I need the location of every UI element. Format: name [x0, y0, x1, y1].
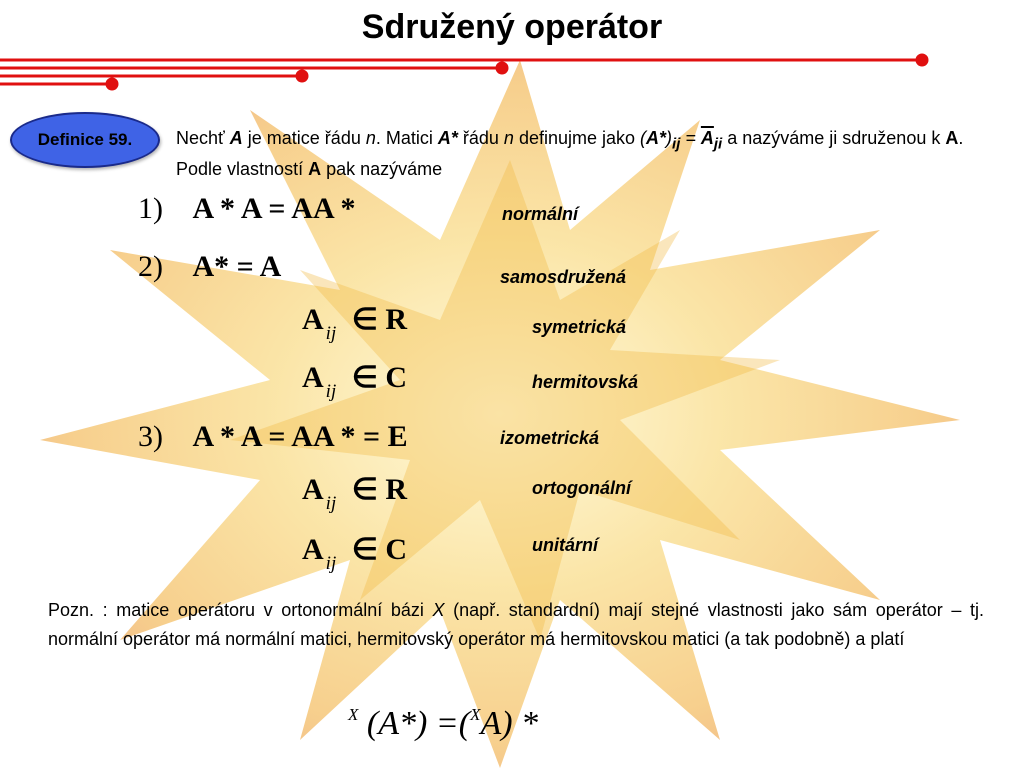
definition-text — [176, 126, 996, 182]
final-formula-superscript: X — [470, 705, 481, 724]
def-text: je matice řádu — [242, 128, 366, 148]
formula-subscript: ij — [325, 323, 337, 344]
def-symbol: n — [503, 128, 514, 148]
formula-relation: ∈ C — [351, 533, 408, 566]
formula-base: A — [302, 473, 324, 506]
formula-relation: ∈ R — [351, 303, 408, 336]
label-orthogonal: ortogonální — [532, 478, 631, 498]
formula-normal — [138, 192, 355, 226]
def-symbol-conjugate: $\overline{A}$ — [700, 128, 714, 148]
formula-isometric — [138, 420, 408, 454]
formula-base: A — [302, 303, 324, 336]
formula-expression: A * A = AA * = E — [192, 420, 408, 453]
label-isometric: izometrická — [500, 428, 600, 448]
def-text: pak nazýváme — [321, 158, 443, 179]
page-title: Sdružený operátor — [361, 8, 663, 46]
def-symbol: A — [308, 158, 322, 179]
formula-subscript: ij — [325, 553, 337, 574]
def-subscript: ji — [713, 135, 723, 153]
def-symbol: A* — [646, 128, 667, 148]
formula-number: 1) — [138, 192, 163, 225]
formula-relation: ∈ C — [351, 361, 408, 394]
def-symbol: ( — [640, 128, 647, 148]
formula-symmetric — [302, 302, 408, 344]
label-normal: normální — [502, 204, 579, 224]
def-symbol: = — [680, 128, 701, 148]
formula-subscript: ij — [325, 381, 337, 402]
def-text: . Podle vlastností — [176, 128, 964, 179]
formula-base: A — [302, 361, 324, 394]
note-text: Pozn. : matice operátoru v ortonormální bázi — [48, 600, 433, 620]
final-formula — [348, 705, 538, 743]
note-text: (např. standardní) mají stejné vlastnosti jako sám operátor – tj. normální operátor má normální matici, hermitovský operátor má hermitovskou matici (a tak podobně) a platí — [48, 600, 984, 649]
def-symbol: ) — [666, 128, 673, 148]
def-text: a nazýváme ji sdruženou k — [722, 128, 946, 148]
def-text: řádu — [457, 128, 504, 148]
formula-hermitian — [302, 360, 408, 402]
definition-badge-label: Definice 59. — [37, 130, 133, 149]
formula-base: A — [302, 533, 324, 566]
definition-badge — [10, 112, 160, 168]
label-symmetric: symetrická — [532, 317, 627, 337]
formula-relation: ∈ R — [351, 473, 408, 506]
def-symbol: A* — [437, 128, 458, 148]
formula-orthogonal — [302, 472, 408, 514]
formula-subscript: ij — [325, 493, 337, 514]
def-text: definujme jako — [513, 128, 641, 148]
label-hermitian: hermitovská — [532, 372, 639, 392]
note-paragraph — [48, 596, 984, 654]
final-formula-part: A) * — [480, 705, 539, 742]
final-formula-superscript: X — [348, 705, 359, 724]
def-text: Nechť — [176, 128, 230, 148]
formula-expression: A * A = AA * — [192, 192, 356, 225]
formula-expression: A* = A — [192, 250, 282, 283]
formula-number: 2) — [138, 250, 163, 283]
label-selfadjoint: samosdružená — [500, 267, 627, 287]
def-subscript: ij — [672, 135, 681, 153]
final-formula-part: (A*) =( — [366, 705, 471, 742]
formula-unitary — [302, 532, 408, 574]
formula-number: 3) — [138, 420, 163, 453]
def-symbol: n — [365, 128, 376, 148]
label-unitary: unitární — [532, 535, 598, 555]
note-symbol: X — [432, 600, 445, 620]
formula-selfadjoint — [138, 250, 281, 284]
def-symbol: A — [229, 128, 243, 148]
def-symbol: A — [945, 128, 959, 148]
def-text: . Matici — [375, 128, 438, 148]
